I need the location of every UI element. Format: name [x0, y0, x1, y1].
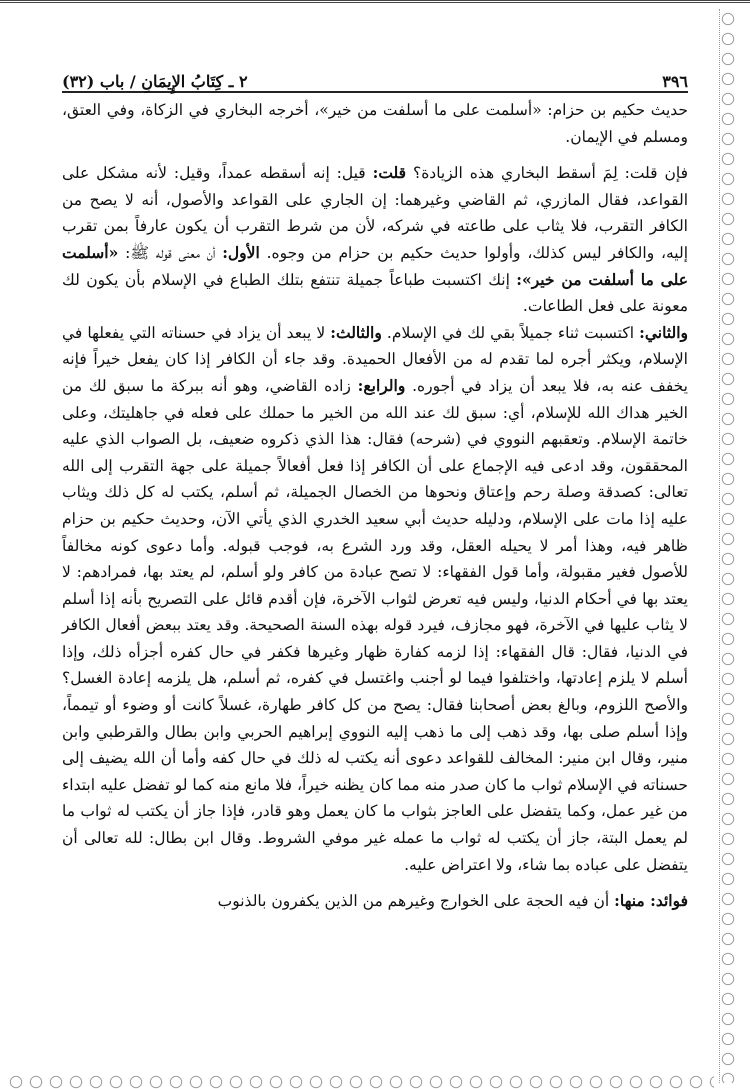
p4-fawaid: فوائد:	[650, 891, 688, 911]
p2-text-d: إنك اكتسبت طباعاً جميلة تنتفع بتلك الطباع في الإسلام بأن يكون لك معونة على فعل الطاعات.	[62, 270, 688, 316]
p4-minha: منها:	[614, 891, 651, 911]
p2-text-c: أن معنى قوله ﷺ:	[118, 243, 223, 262]
page-body	[62, 97, 688, 915]
running-title: ٢ ـ كِتَابُ الإِيمَانِ / باب (٣٢)	[62, 72, 248, 91]
paragraph-3	[62, 320, 688, 878]
p2-awwal: الأول:	[222, 242, 260, 262]
p3-thani: والثاني:	[639, 322, 688, 342]
p3-thalith: والثالث:	[330, 322, 382, 342]
decorative-border-right	[719, 9, 736, 1083]
p3-text-c: زاده القاضي، وهو أنه ببركة ما سبق لك من الخير هداك الله للإسلام، أي: سبق لك عند الله من الخير ما حملك على فعله في جاهليتك، وعلى خاتمة الإسلام. وتعقبهم النووي في (شرحه) فقال: هذا الذي ذكروه ضعيف، بل الصواب الذي عليه المحققون، وقد ادعى فيه الإجماع على أن الكافر إذا فعل أفعالاً جميلة على جهة التقرب إلى الله تعالى: كصدقة وصلة رحم وإعتاق ونحوها من الخصال الجميلة، ثم أسلم، يكتب له كل ذلك ويثاب عليه إذا مات على الإسلام، ودليله حديث أبي سعيد الخدري الذي يأتي الآن، وحديث حكيم بن حزام ظاهر فيه، وهذا أمر لا يحيله العقل، وقد ورد الشرع به، فوجب قبوله. وأما دعوى كونه مخالفاً للأصول فغير مقبولة، وأما قول الفقهاء: لا تصح عبادة من كافر ولو أسلم، لم يعتد بها، فمرادهم: لا يعتد بها في أحكام الدنيا، وليس فيه تعرض لثواب الآخرة، فإن أقدم قائل على التصريح بأنه إذا أسلم لا يثاب عليها في الآخرة، فهو مجازف، فيرد قوله بهذه السنة الصحيحة. وقد يعتد ببعض أفعال الكافر في الدنيا، فقال: قال الفقهاء: إذا لزمه كفارة ظهار وغيرها فكفر في حال كفره أجزأه ذلك، وإذا أسلم لا يلزم إعادتها، واختلفوا فيما لو أجنب واغتسل في كفره، ثم أسلم، هل يلزمه إعادة الغسل؟ والأصح اللزوم، وبالغ بعض أصحابنا فقال: يصح من كل كافر طهارة، غسلاً كانت أو وضوء أو تيمماً، وإذا أسلم صلى بها، وقد ذهب إلى ما ذهب إليه النووي إبراهيم الحربي وابن بطال والقرطبي وابن منير، وقال ابن منير: المخالف للقواعد دعوى أنه يكتب له ذلك في حال كفه وأما أن الله يضيف إلى حسناته في الإسلام ثواب ما كان صدر منه مما كان يظنه خيراً، فلا مانع منه كما لو تفضل عليه ابتداء من غير عمل، وكما يتفضل على العاجز بثواب ما كان يعمل وهو قادر، فإذا جاز أن يكتب له ثواب ما لم يعمل البتة، جاز أن يكتب له ثواب ما عمله غير موفي الشروط. وقال ابن بطال: لله تعالى أن يتفضل على عباده بما شاء، ولا اعتراض عليه.	[62, 376, 688, 874]
p2-text-b: قيل: إنه أسقطه عمداً، وقيل: لأنه مشكل على القواعد، فقال المازري، ثم القاضي وغيرهما: إن الجاري على القواعد والأصول، أنه لا يصح من الكافر التقرب، فلا يثاب على طاعته في شركه، لأن من شرط التقرب أن يكون عارفاً بمن تقرب إليه، والكافر ليس كذلك، وأولوا حديث حكيم بن حزام من وجوه.	[62, 164, 689, 262]
p3-text-b: لا يبعد أن يزاد في حسناته التي يفعلها في الإسلام، ويكثر أجره لما تقدم له من الأفعال الحميدة. وقد جاء أن الكافر إذا كان يفعل خيراً فإنه يخفف عنه به، فلا يبعد أن يزاد في أجوره.	[62, 323, 688, 395]
decorative-border-bottom	[6, 1075, 714, 1089]
page-header	[62, 61, 688, 93]
p4-text-a: أن فيه الحجة على الخوارج وغيرهم من الذين يكفرون بالذنوب	[217, 892, 615, 911]
paragraph-2	[62, 160, 688, 320]
p3-rabi: والرابع:	[357, 375, 406, 395]
p2-quote: «أسلمت على ما أسلفت من خير»:	[62, 242, 688, 289]
p2-text-a: فإن قلت: لِمَ أسقط البخاري هذه الزيادة؟	[406, 164, 688, 183]
page-number: ٣٩٦	[662, 72, 688, 91]
paragraph-1: حديث حكيم بن حزام: «أسلمت على ما أسلفت من خير»، أخرجه البخاري في الزكاة، وفي العتق، ومسلم في الإيمان.	[62, 101, 688, 146]
p2-qult: قلت:	[372, 163, 407, 183]
p3-text-a: اكتسبت ثناء جميلاً بقي لك في الإسلام.	[381, 323, 640, 342]
paragraph-4	[62, 888, 688, 915]
